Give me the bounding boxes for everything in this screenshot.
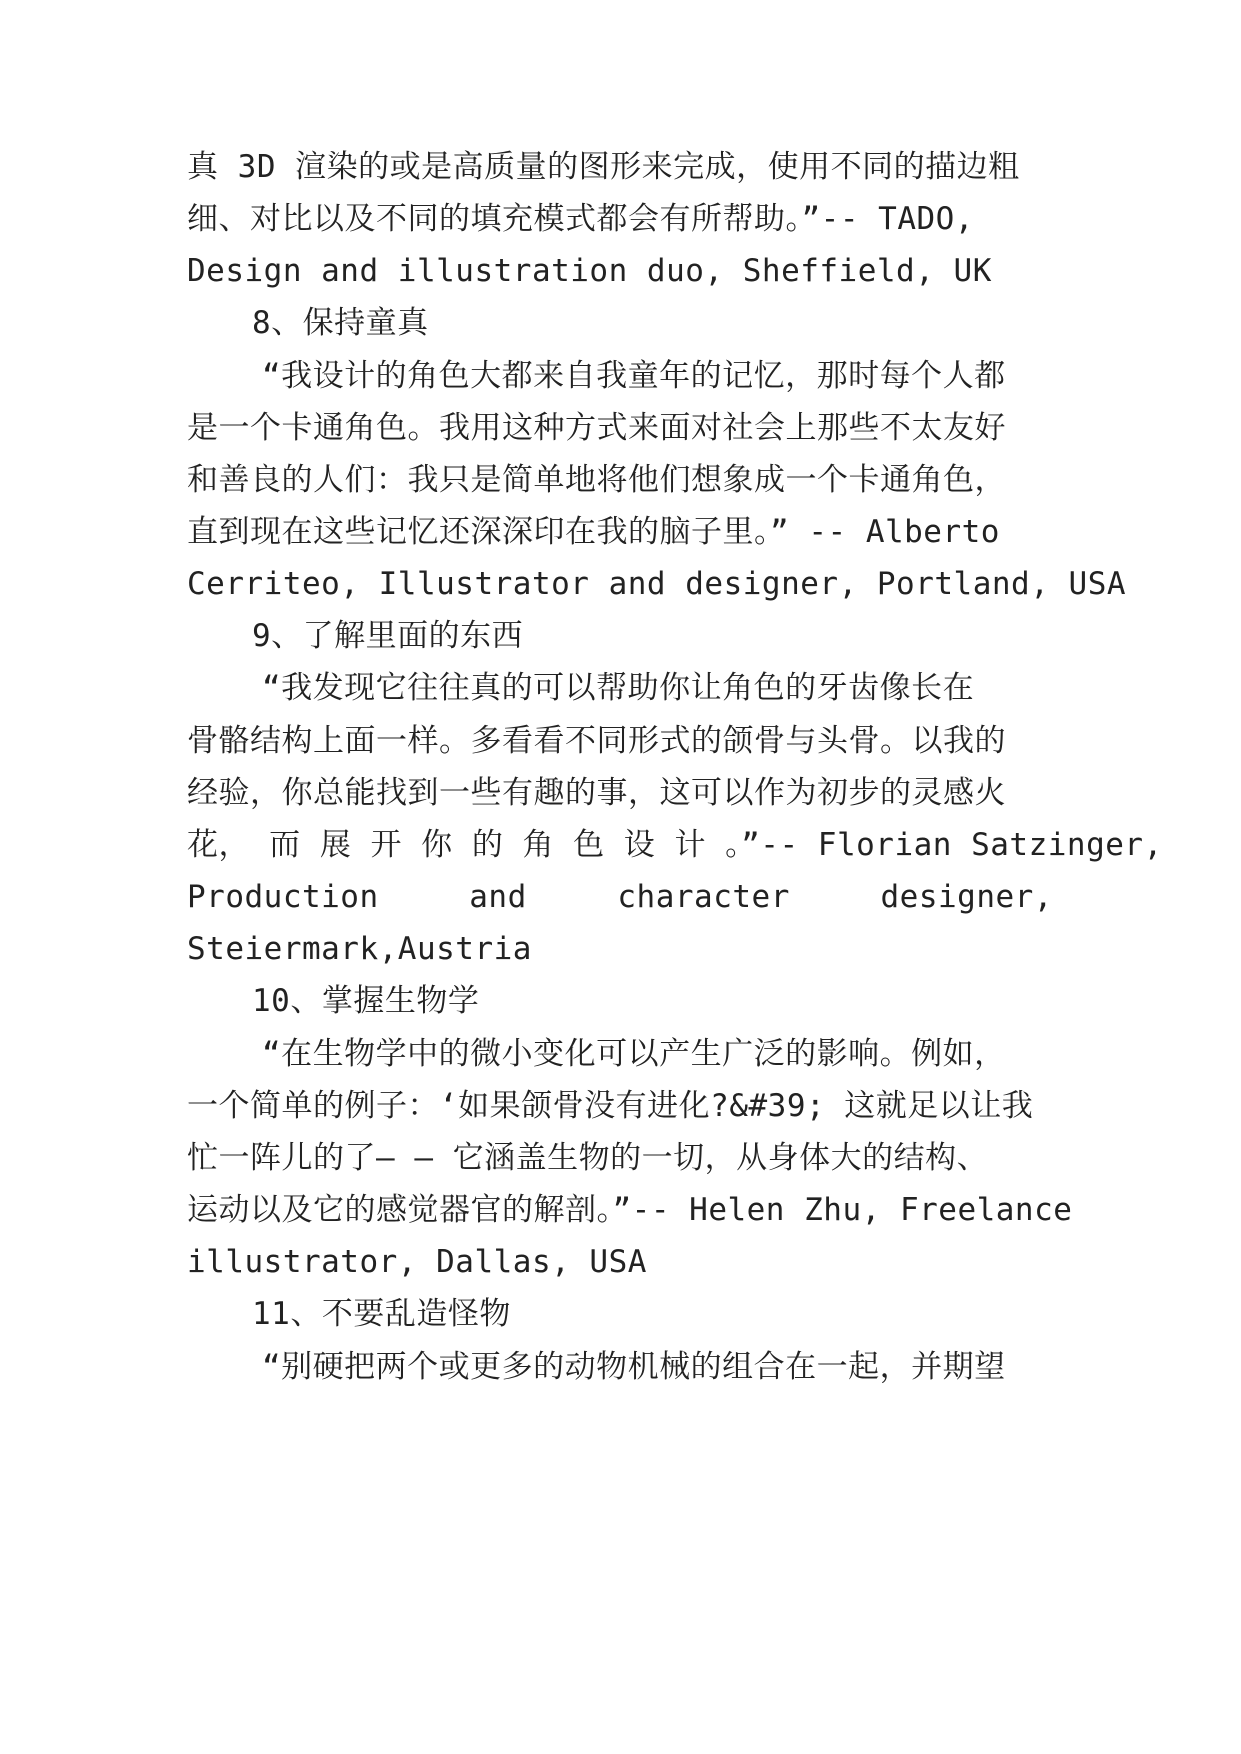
text-line: Design and illustration duo, Sheffield, UK [187, 253, 992, 289]
text-line: “别硬把两个或更多的动物机械的组合在一起，并期望 [262, 1349, 1006, 1385]
text-line-justified [187, 877, 1053, 917]
text-line: “在生物学中的微小变化可以产生广泛的影响。例如， [262, 1036, 1006, 1072]
text-line: 花， 而 展 开 你 的 角 色 设 计 。”-- Florian Satzinger, [187, 827, 1163, 863]
section-heading: 9、了解里面的东西 [252, 618, 524, 654]
text-line: “我设计的角色大都来自我童年的记忆，那时每个人都 [262, 358, 1006, 394]
text-line: 经验，你总能找到一些有趣的事，这可以作为初步的灵感火 [187, 775, 1006, 811]
text-line: “我发现它往往真的可以帮助你让角色的牙齿像长在 [262, 670, 975, 706]
text-line: 直到现在这些记忆还深深印在我的脑子里。” -- Alberto [187, 514, 1000, 550]
word: Production [187, 879, 379, 915]
section-heading: 11、不要乱造怪物 [252, 1296, 511, 1332]
text-line: 骨骼结构上面一样。多看看不同形式的颌骨与头骨。以我的 [187, 723, 1006, 759]
text-line: 是一个卡通角色。我用这种方式来面对社会上那些不太友好 [187, 410, 1006, 446]
text-line: 一个简单的例子：‘如果颌骨没有进化?&#39; 这就足以让我 [187, 1088, 1034, 1124]
text-line: 真 3D 渲染的或是高质量的图形来完成，使用不同的描边粗 [187, 149, 1020, 185]
section-heading: 8、保持童真 [252, 305, 429, 341]
word: character [617, 879, 790, 915]
section-heading: 10、掌握生物学 [252, 983, 480, 1019]
text-line: 细、对比以及不同的填充模式都会有所帮助。”-- TADO, [187, 201, 974, 237]
text-line: Steiermark,Austria [187, 931, 532, 967]
text-line: 忙一阵儿的了— — 它涵盖生物的一切，从身体大的结构、 [187, 1140, 989, 1176]
text-line: illustrator, Dallas, USA [187, 1244, 647, 1280]
text-line: 运动以及它的感觉器官的解剖。”-- Helen Zhu, Freelance [187, 1192, 1073, 1228]
text-line: 和善良的人们：我只是简单地将他们想象成一个卡通角色， [187, 462, 1006, 498]
word: designer, [880, 879, 1053, 915]
text-line: Cerriteo, Illustrator and designer, Portland, USA [187, 566, 1127, 602]
word: and [469, 879, 527, 915]
